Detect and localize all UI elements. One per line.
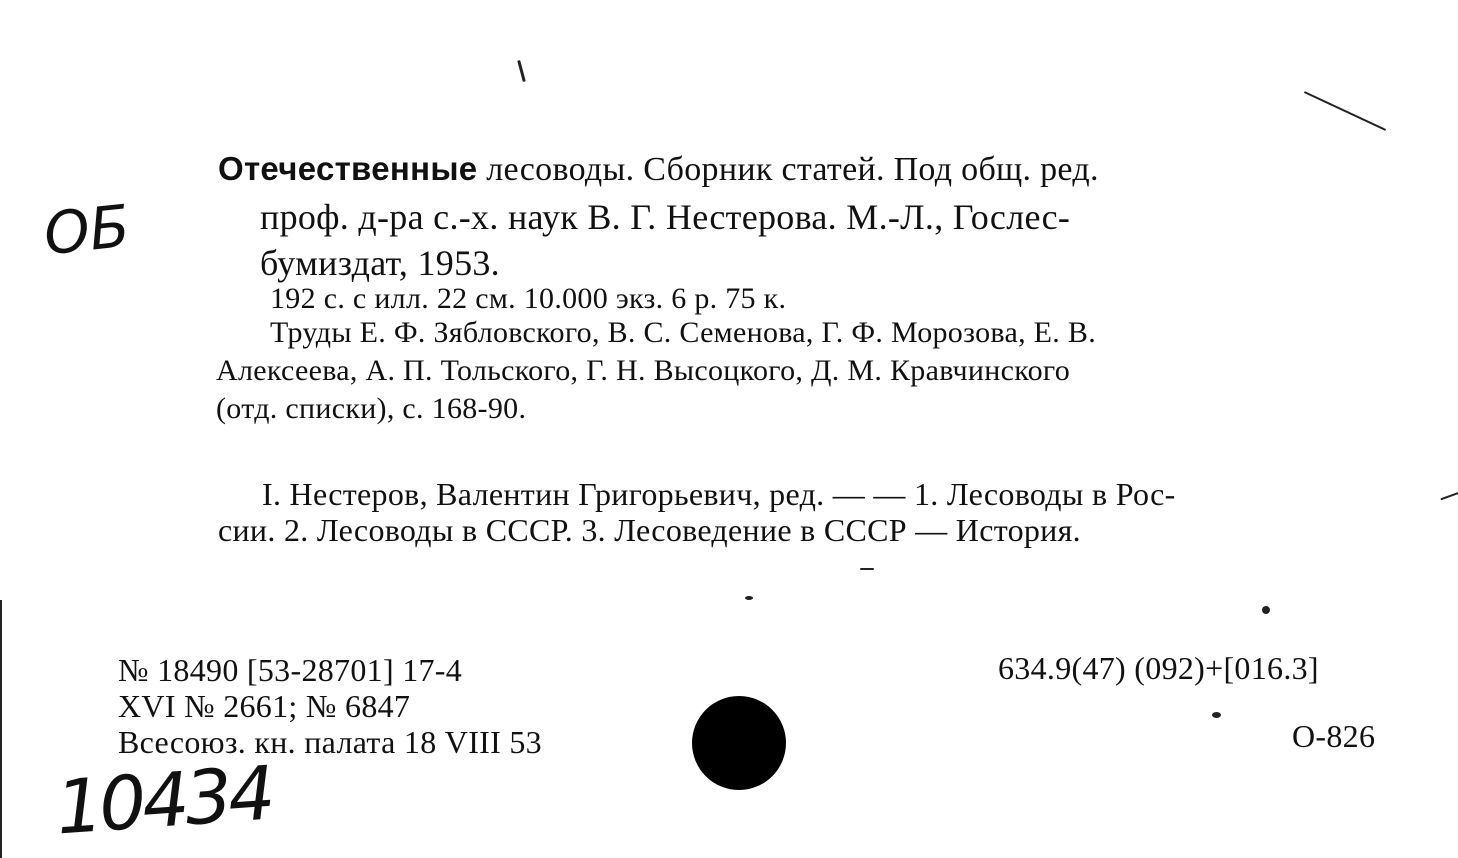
speck: [1440, 492, 1458, 501]
tracings-line-2: сии. 2. Лесоводы в СССР. 3. Лесоведение в СССР — История.: [218, 512, 1081, 548]
description-line-1: [218, 150, 1099, 189]
title-rest: лесоводы. Сборник статей. Под общ. ред.: [477, 151, 1099, 188]
speck: [517, 60, 526, 82]
shelfmark-handwritten: ОБ: [40, 191, 133, 269]
speck: [860, 568, 874, 570]
handwritten-number: 10434: [53, 750, 275, 852]
speck: [0, 600, 2, 858]
contents-line-3: (отд. списки), с. 168-90.: [216, 392, 527, 425]
speck: [1304, 91, 1386, 131]
punch-hole: [692, 696, 786, 790]
speck: [1262, 606, 1270, 614]
collation-line: 192 с. с илл. 22 см. 10.000 экз. 6 р. 75 к.: [270, 282, 787, 315]
chamber-date: Всесоюз. кн. палата 18 VIII 53: [118, 724, 542, 760]
card-number: № 18490 [53-28701] 17-4: [118, 652, 463, 688]
author-mark: О-826: [1292, 718, 1376, 754]
contents-line-1: Труды Е. Ф. Зябловского, В. С. Семенова, Г. Ф. Морозова, Е. В.: [270, 316, 1097, 349]
description-line-3: бумиздат, 1953.: [260, 243, 500, 283]
speck: [1212, 712, 1221, 718]
register-number: XVI № 2661; № 6847: [118, 688, 411, 724]
speck: [745, 596, 753, 600]
title-heading: Отечественные: [218, 150, 478, 187]
tracings-line-1: I. Нестеров, Валентин Григорьевич, ред. — — 1. Лесоводы в Рос-: [262, 476, 1176, 512]
udc-index: 634.9(47) (092)+[016.3]: [998, 650, 1319, 686]
description-line-2: проф. д-ра с.-х. наук В. Г. Нестерова. М.-Л., Гослес-: [260, 197, 1071, 237]
contents-line-2: Алексеева, А. П. Тольского, Г. Н. Высоцкого, Д. М. Кравчинского: [216, 354, 1071, 387]
